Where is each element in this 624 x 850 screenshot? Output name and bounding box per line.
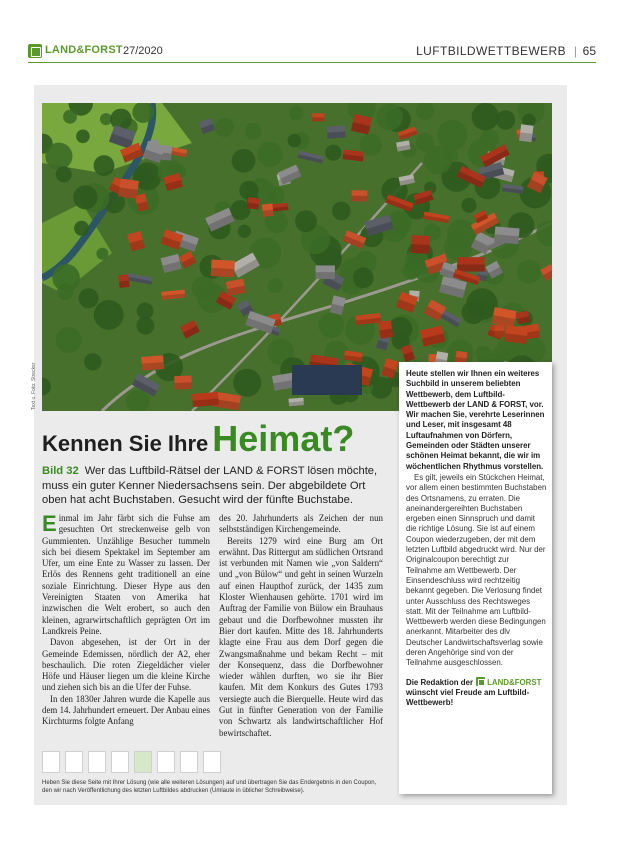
tree-canopy [238, 225, 251, 238]
answer-letter-box [42, 751, 60, 773]
title-prefix: Kennen Sie Ihre [42, 431, 209, 456]
house [495, 324, 505, 337]
contest-intro: Heute stellen wir Ihnen ein weiteres Suchbild in unserem beliebten Wettbewerb, dem Luftbild-Wettbewerb der LAND & FORST, vor. Wir machen Sie, verehrte Leserinnen und Leser, mit insgesamt 48 Luftaufnahmen von Dörfern, Gemeinden oder Städten unserer schönen Heimat bekannt, die wir im wöchentlichen Rhythmus vorstellen. [406, 369, 545, 471]
house [457, 257, 485, 271]
roof-shadow [316, 272, 335, 279]
answer-letter-box [203, 751, 221, 773]
tree-canopy [232, 149, 256, 173]
title-highlight: Heimat? [212, 418, 355, 459]
tree-canopy [110, 109, 132, 131]
lead-text: Wer das Luftbild-Rätsel der LAND & FORST lösen möchte, muss ein guter Kenner Niedersachsens sein. Der abgebildete Ort oben hat acht Buchstaben. Gesucht wird der fünfte Buchstabe. [42, 465, 378, 506]
header-separator: | [573, 44, 577, 58]
tree-canopy [325, 145, 341, 161]
article-title [42, 418, 354, 464]
roof-shadow [351, 196, 367, 202]
tree-canopy [444, 233, 472, 261]
tree-canopy [231, 200, 251, 220]
brand-name: LAND&FORST [45, 44, 123, 56]
roof-shadow [495, 331, 505, 338]
tree-canopy [84, 353, 101, 370]
contest-info-card [399, 362, 552, 794]
solar-roof [292, 365, 362, 395]
house [192, 392, 219, 407]
tree-canopy [377, 104, 403, 130]
paragraph-text: inmal im Jahr färbt sich die Fuhse am gesuchten Ort streckenweise gelb von Gummienten. Unzählige Besucher tummeln sich bei diesem Spektakel im September am Ufer, um eine Ente zu Wasser zu lassen. Der Erlös des Rennens geht traditionell an eine soziale Einrichtung. Dieser Hype aus den Vereinigten Staaten von Amerika hat inzwischen die Welt erobert, so auch den kleinen, agrarwirtschaftlich geprägten Ort im Landkreis Peine. [42, 513, 210, 636]
house [351, 190, 367, 201]
tree-canopy [52, 264, 80, 292]
solution-note: Heben Sie diese Seite mit Ihrer Lösung (wie alle weiteren Lösungen) auf und übertragen Sie das Endergebnis in den Coupon, den wir nach Veröffentlichung des letzten Luftbildes abdrucken (Umlaute in üblicher Schreibweise). [42, 780, 377, 794]
drop-cap: E [42, 511, 57, 536]
body-paragraph: Davon abgesehen, ist der Ort in der Gemeinde Edemissen, nördlich der A2, eher beschaulich. Die roten Ziegeldächer vieler Höfe und Häuser liegen um die kleine Kirche und ziehen sich bis an die Ufer der Fuhse. [42, 637, 210, 693]
tree-canopy [76, 130, 90, 144]
tree-canopy [94, 155, 115, 176]
roof-shadow [411, 244, 430, 254]
answer-letter-box [88, 751, 106, 773]
header-rule [28, 62, 596, 63]
roof-shadow [519, 132, 532, 142]
tree-canopy [466, 288, 498, 320]
tree-canopy [96, 248, 108, 260]
tree-canopy [73, 185, 97, 209]
tree-canopy [295, 210, 317, 232]
section-title: LUFTBILDWETTBEWERB [416, 44, 566, 58]
house [271, 203, 289, 212]
tree-canopy [289, 106, 303, 120]
signoff-text: Die Redaktion der [406, 677, 474, 687]
contest-rules: Es gilt, jeweils ein Stückchen Heimat, vor allem einen bestimmten Buchstaben des Ortsnamens, zu erraten. Die aneinandergereihten Buchstaben ergeben einen Sinnspruch und damit die richtige Lösung. Sie ist auf einem Coupon wiederzugeben, der mit dem letzten Luftbild abgedruckt wird. Nur der Originalcoupon berechtigt zur Teilnahme am Wettbewerb. Der Einsendeschluss wird rechtzeitig bekannt gegeben. Die Verlosung findet unter Ausschluss des Rechtsweges statt. Mit der Teilnahme am Luftbild-Wettbewerb werden diese Bedingungen anerkannt. Mitarbeiter des dlv Deutscher Landwirtschaftsverlag sowie deren Angehörige sind von der Teilnahme ausgeschlossen. [406, 472, 547, 668]
body-paragraph: Bereits 1279 wird eine Burg am Ort erwähnt. Das Rittergut am südlichen Ortsrand ist verbunden mit Namen wie „von Saldern“ und „von Bülow“ und geht in seinen Wurzeln auf einen Haupthof zurück, der 1435 zum Kloster Wienhausen gehörte. 1701 wird im Auftrag der Familie von Bülow ein Brauhaus gebaut und die Dorfbewohner mussten ihr Bier dort kaufen. Mitte des 18. Jahrhunderts klagte eine Frau aus dem Dorf gegen die Zwangsmaßnahme und bekam Recht – mit der Konsequenz, dass die Dorfbewohner wieder wählen durften, wo sie ihr Bier kaufen. Mit dem Konkurs des Gutes 1793 versiegte auch die Bierquelle. Heute wird das Gut in fünfter Generation von der Familie von Schwartz als landwirtschaftlicher Hof bewirtschaftet. [219, 535, 383, 738]
body-paragraph: des 20. Jahrhunderts als Zeichen der nun selbstständigen Kirchengemeinde. [219, 513, 383, 535]
house [118, 179, 139, 199]
house [247, 197, 260, 210]
tree-canopy [100, 113, 112, 125]
house [494, 226, 520, 244]
answer-letter-box [157, 751, 175, 773]
signoff-brand: LAND&FORST [487, 677, 542, 687]
body-paragraph [42, 513, 210, 637]
page-header [0, 0, 624, 64]
house [118, 274, 129, 288]
tree-canopy [79, 288, 99, 308]
tree-canopy [332, 202, 351, 221]
answer-letter-box [65, 751, 83, 773]
house [505, 325, 529, 344]
tree-canopy [268, 187, 285, 204]
tree-canopy [74, 221, 89, 236]
tree-canopy [245, 123, 262, 140]
tree-canopy [63, 110, 77, 124]
body-column-2 [219, 513, 383, 739]
picture-number: Bild 32 [42, 465, 79, 477]
house [174, 375, 192, 389]
tree-canopy [257, 142, 282, 167]
body-column-1 [42, 513, 210, 728]
signoff-text: wünscht viel Freude am Luftbild-Wettbewerb! [406, 687, 530, 708]
roof-shadow [263, 209, 274, 216]
tree-canopy [233, 369, 261, 397]
roof-shadow [457, 264, 485, 271]
house [327, 126, 346, 139]
tree-canopy [56, 327, 82, 353]
house [289, 398, 304, 407]
roof-shadow [174, 382, 192, 389]
tree-canopy [475, 345, 491, 361]
tree-canopy [424, 146, 452, 174]
brand-logo-icon [476, 677, 485, 686]
roof-shadow [312, 117, 324, 121]
answer-letter-boxes [42, 751, 221, 775]
brand-logo-icon [28, 44, 42, 58]
tree-canopy [45, 143, 72, 170]
house [312, 113, 324, 121]
house [378, 320, 393, 339]
tree-canopy [288, 134, 301, 147]
body-paragraph: In den 1830er Jahren wurde die Kapelle aus dem 14. Jahrhundert erneuert. Der Anbau eines Kirchturms folgte Anfang [42, 693, 210, 727]
tree-canopy [94, 300, 124, 330]
page-number: 65 [582, 44, 596, 58]
tree-canopy [56, 166, 72, 182]
tree-canopy [137, 303, 154, 320]
house [519, 124, 533, 142]
tree-canopy [496, 110, 515, 129]
tree-canopy [353, 267, 374, 288]
house [262, 203, 274, 217]
roof-shadow [211, 268, 235, 278]
tree-canopy [137, 317, 155, 335]
tree-canopy [437, 120, 467, 150]
tree-canopy [472, 103, 499, 130]
house [316, 265, 335, 279]
answer-letter-box [111, 751, 129, 773]
house [411, 235, 430, 254]
answer-letter-box [134, 751, 152, 773]
photo-credit: Text u. Foto: Strecker [31, 362, 37, 410]
tree-canopy [268, 278, 283, 293]
roof-shadow [119, 280, 130, 287]
tree-canopy [462, 198, 477, 213]
tree-canopy [215, 118, 234, 137]
tree-canopy [319, 313, 344, 338]
answer-letter-box [180, 751, 198, 773]
issue-number: 27/2020 [123, 45, 163, 57]
house [211, 260, 235, 278]
house [141, 355, 164, 370]
editorial-signoff [406, 677, 547, 709]
tree-canopy [517, 260, 541, 284]
lead-paragraph [42, 464, 382, 508]
